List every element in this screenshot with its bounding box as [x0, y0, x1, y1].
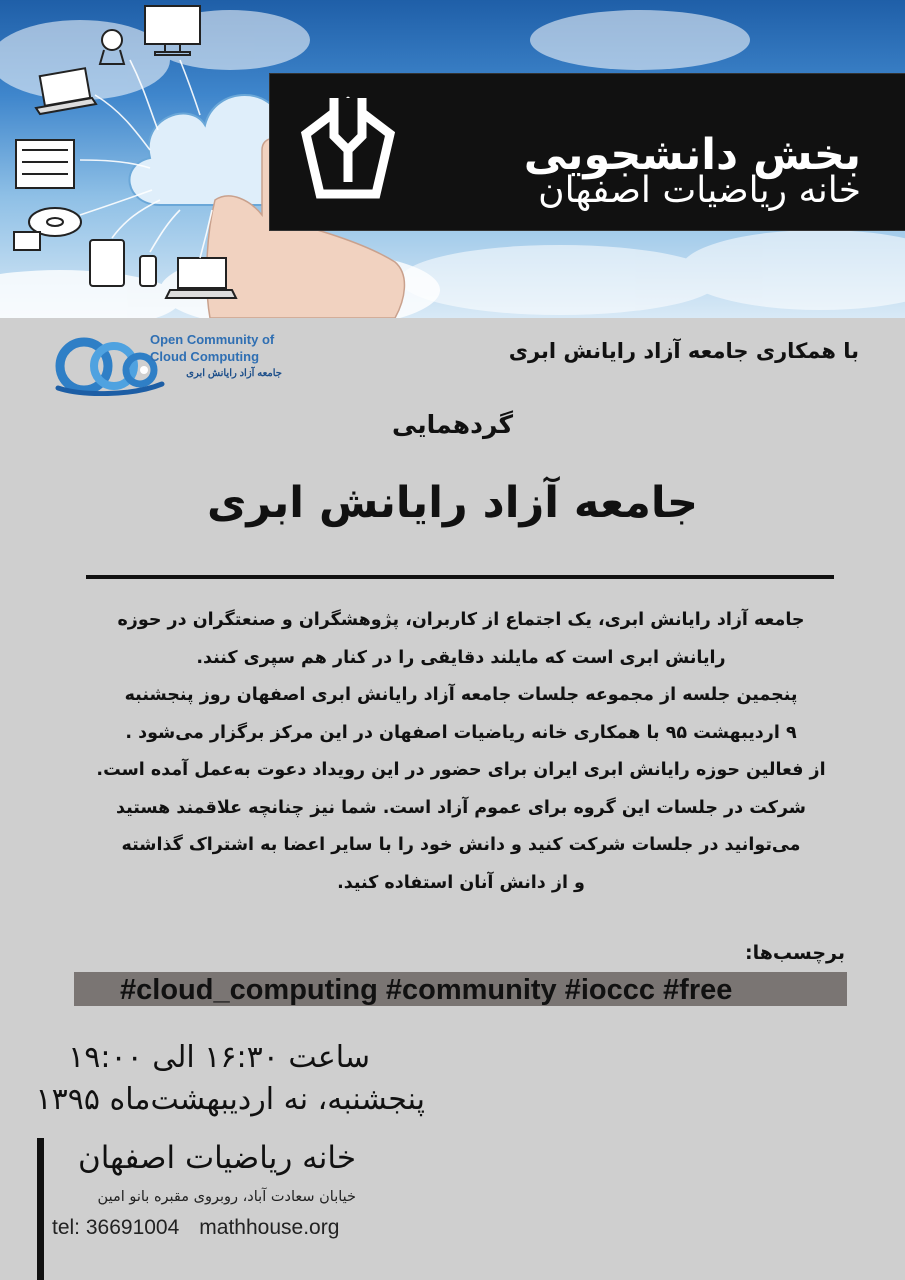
venue-contact — [52, 1216, 339, 1240]
description-line: از فعالین حوزه رایانش ابری ایران برای حضور در این رویداد دعوت به‌عمل آمده است. — [96, 760, 826, 780]
occc-name-line1: Open Community of — [150, 332, 275, 347]
venue-accent-bar — [37, 1138, 44, 1280]
venue-website: mathhouse.org — [199, 1216, 340, 1239]
collaboration-text: با همکاری جامعه آزاد رایانش ابری — [508, 339, 859, 363]
occc-name-line2: Cloud Computing — [150, 349, 260, 364]
event-description — [96, 602, 826, 902]
event-title: جامعه آزاد رایانش ابری — [206, 478, 699, 528]
tablet-icon — [90, 240, 124, 286]
occc-name-fa: جامعه آزاد رایانش ابری — [186, 368, 282, 379]
section-title: بخش دانشجویی — [523, 130, 861, 180]
venue-address: خیابان سعادت آباد، روبروی مقبره بانو امین — [97, 1189, 356, 1205]
venue-name: خانه ریاضیات اصفهان — [77, 1140, 356, 1176]
description-line: رایانش ابری است که مایلند دقایقی را در کنار هم سپری کنند. — [196, 647, 726, 668]
description-line: می‌توانید در جلسات شرکت کنید و دانش خود را با سایر اعضا به اشتراک گذاشته — [121, 835, 801, 855]
organization-title: خانه ریاضیات اصفهان — [538, 170, 861, 211]
divider — [86, 575, 834, 579]
title-box — [270, 74, 905, 230]
math-house-logo-icon — [292, 94, 404, 206]
event-time: ساعت ۱۶:۳۰ الی ۱۹:۰۰ — [68, 1040, 370, 1075]
event-kicker: گردهمایی — [391, 410, 514, 439]
server-icon — [16, 140, 74, 188]
laptop-icon — [36, 68, 96, 114]
description-line: جامعه آزاد رایانش ابری، یک اجتماع از کاربران، پژوهشگران و صنعتگران در حوزه — [117, 610, 805, 630]
tags-label: برچسب‌ها: — [744, 942, 845, 964]
venue-phone: tel: 36691004 — [52, 1216, 180, 1239]
description-line: شرکت در جلسات این گروه برای عموم آزاد است. شما نیز چنانچه علاقمند هستید — [115, 797, 807, 818]
disk-drive-icon — [14, 208, 81, 250]
description-line: و از دانش آنان استفاده کنید. — [337, 872, 585, 893]
phone-icon — [140, 256, 156, 286]
hero-banner — [0, 0, 905, 318]
event-date: پنجشنبه، نه اردیبهشت‌ماه ۱۳۹۵ — [35, 1082, 425, 1117]
description-line: ۹ اردیبهشت ۹۵ با همکاری خانه ریاضیات اصفهان در این مرکز برگزار می‌شود . — [125, 722, 797, 743]
occc-logo-text — [150, 331, 282, 382]
tags-text: #cloud_computing #community #ioccc #free — [120, 974, 733, 1006]
description-line: پنجمین جلسه از مجموعه جلسات جامعه آزاد رایانش ابری اصفهان روز پنجشنبه — [124, 685, 798, 705]
